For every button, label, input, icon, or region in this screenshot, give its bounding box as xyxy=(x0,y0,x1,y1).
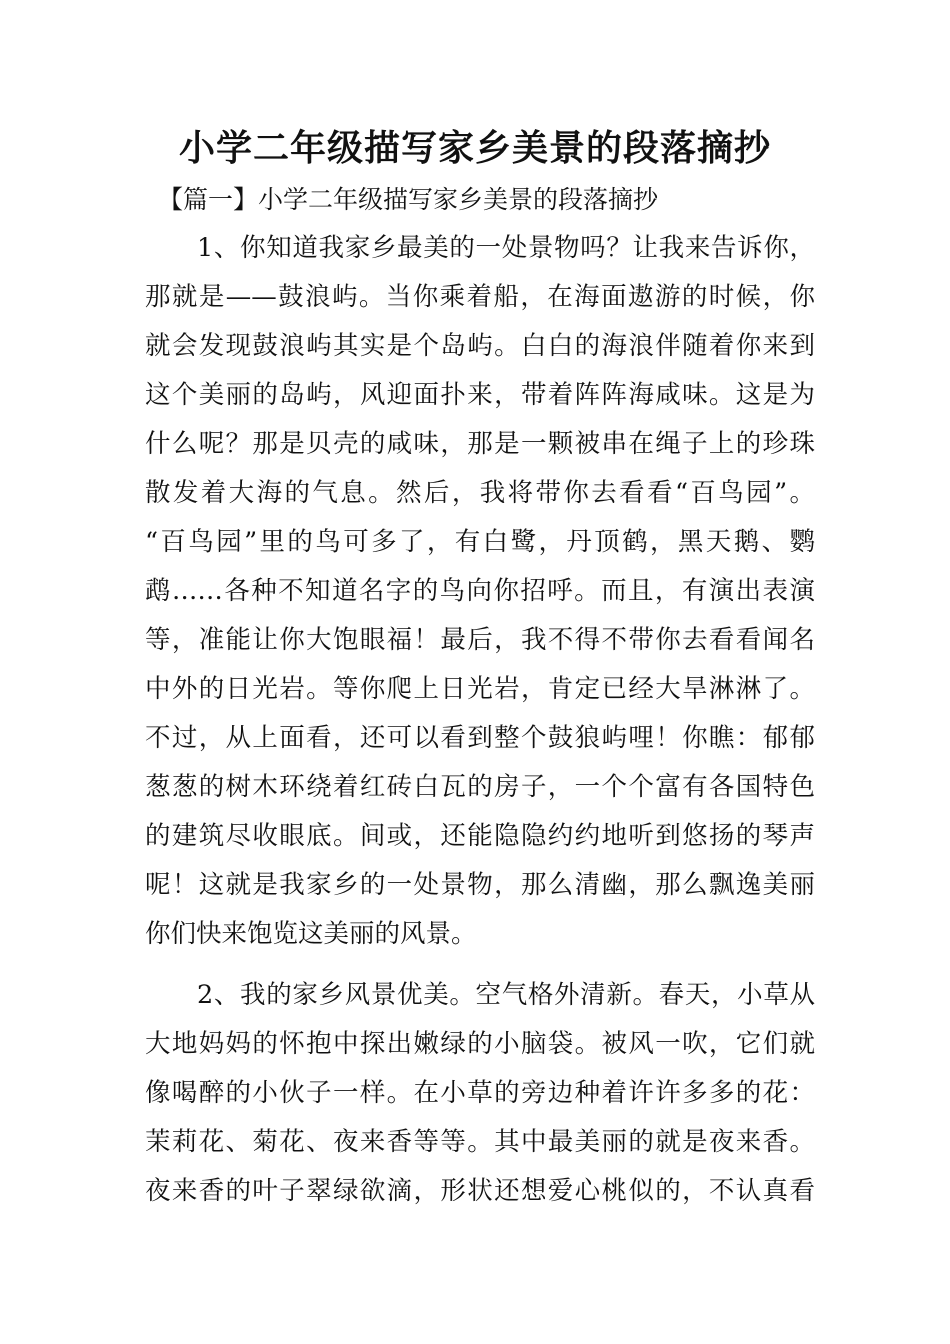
text-line: 那就是——鼓浪屿。当你乘着船，在海面遨游的时候，你 xyxy=(145,282,815,312)
document-title: 小学二年级描写家乡美景的段落摘抄 xyxy=(178,128,771,169)
paragraph-2 xyxy=(145,971,815,1216)
text-line: 不过，从上面看，还可以看到整个鼓狼屿哩！你瞧：郁郁 xyxy=(145,723,815,753)
text-line: 2、我的家乡风景优美。空气格外清新。春天，小草从 xyxy=(197,980,815,1010)
text-line: 这个美丽的岛屿，风迎面扑来，带着阵阵海咸味。这是为 xyxy=(145,380,815,410)
text-line: 1、你知道我家乡最美的一处景物吗？让我来告诉你， xyxy=(197,233,815,263)
text-line: 大地妈妈的怀抱中探出嫩绿的小脑袋。被风一吹，它们就 xyxy=(145,1029,815,1059)
text-line: 什么呢？那是贝壳的咸味，那是一颗被串在绳子上的珍珠 xyxy=(145,429,815,459)
text-line: 的建筑尽收眼底。间或，还能隐隐约约地听到悠扬的琴声 xyxy=(145,821,815,851)
text-line: 就会发现鼓浪屿其实是个岛屿。白白的海浪伴随着你来到 xyxy=(145,331,815,361)
text-line: 呢！这就是我家乡的一处景物，那么清幽，那么飘逸美丽 xyxy=(145,870,815,900)
text-line: 葱葱的树木环绕着红砖白瓦的房子，一个个富有各国特色 xyxy=(145,772,815,802)
text-line: 鹉……各种不知道名字的鸟向你招呼。而且，有演出表演 xyxy=(145,576,815,606)
text-line: 茉莉花、菊花、夜来香等等。其中最美丽的就是夜来香。 xyxy=(145,1127,815,1157)
text-line: “百鸟园”里的鸟可多了，有白鹭，丹顶鹤，黑天鹅、鹦 xyxy=(145,527,815,557)
text-line: 中外的日光岩。等你爬上日光岩，肯定已经大旱淋淋了。 xyxy=(145,674,815,704)
paragraph-1 xyxy=(145,224,815,959)
text-line: 像喝醉的小伙子一样。在小草的旁边种着许许多多的花： xyxy=(145,1078,815,1108)
text-line: 夜来香的叶子翠绿欲滴，形状还想爱心桃似的，不认真看 xyxy=(145,1176,815,1206)
section-heading: 【篇一】小学二年级描写家乡美景的段落摘抄 xyxy=(158,185,659,214)
text-line: 你们快来饱览这美丽的风景。 xyxy=(145,919,477,949)
text-line: 散发着大海的气息。然后，我将带你去看看“百鸟园”。 xyxy=(145,478,815,508)
text-line: 等，准能让你大饱眼福！最后，我不得不带你去看看闻名 xyxy=(145,625,815,655)
